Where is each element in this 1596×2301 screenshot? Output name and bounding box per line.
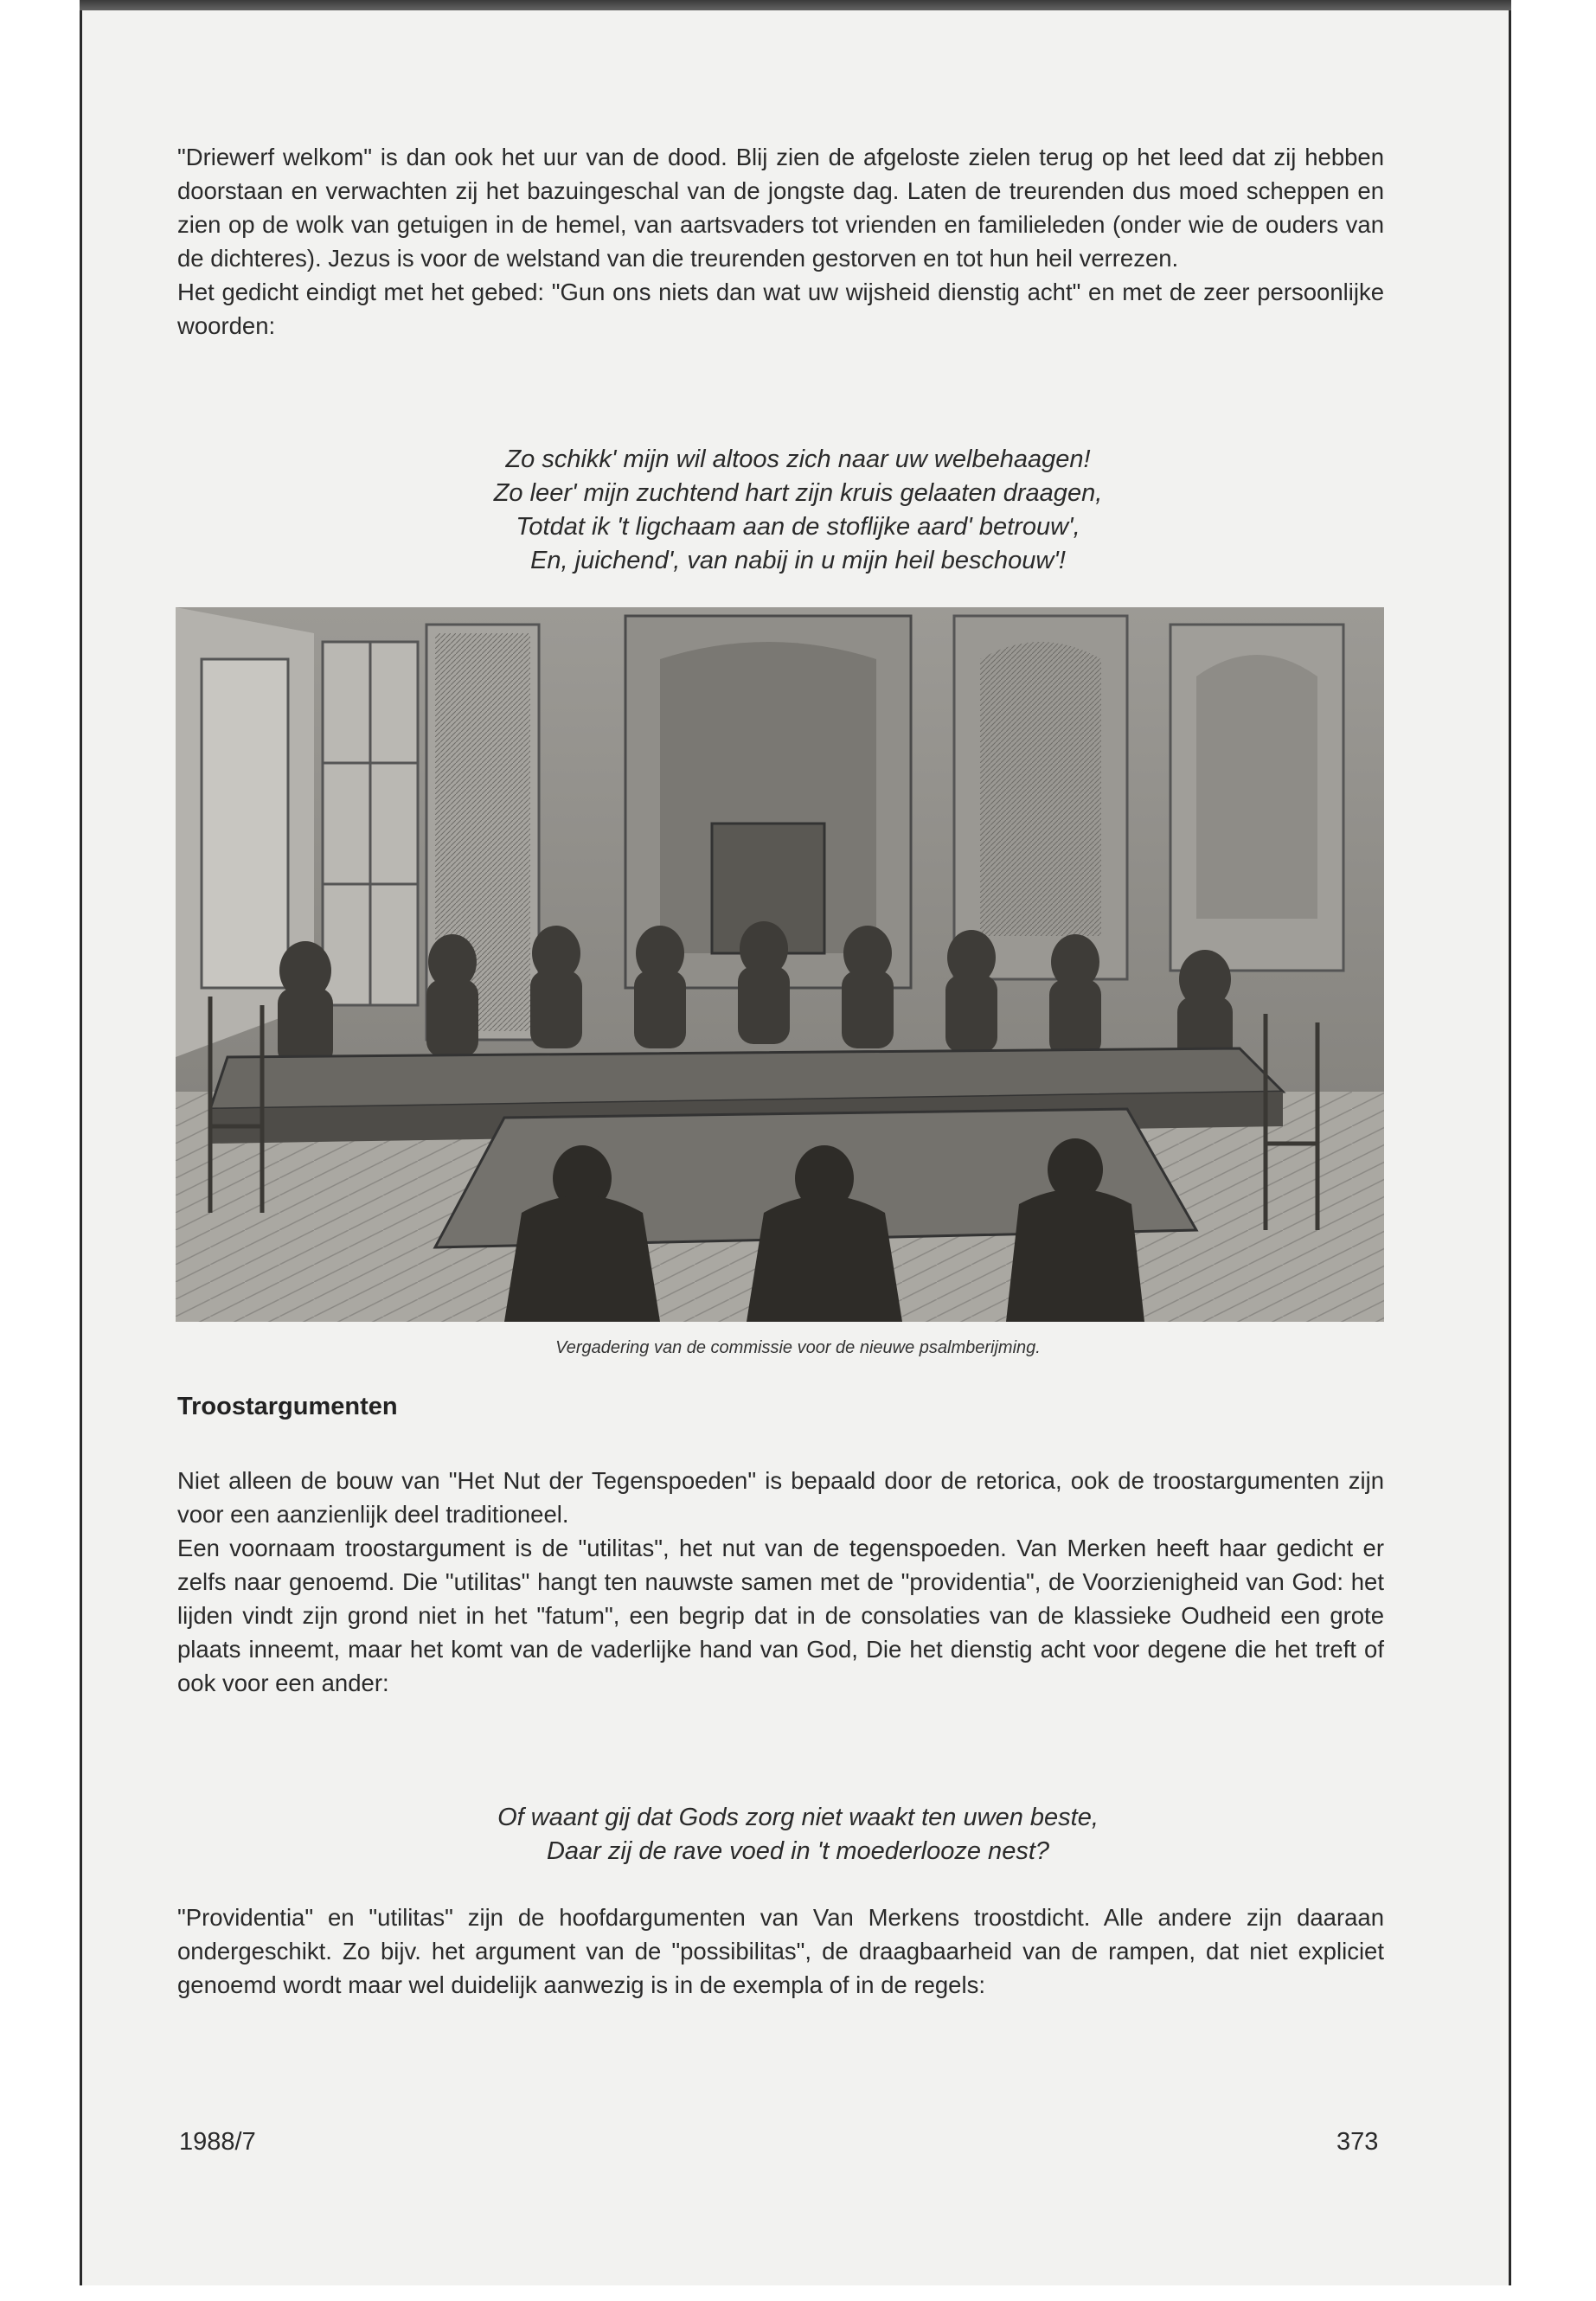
body-text-top [177, 140, 1384, 343]
poem-line: En, juichend', van nabij in u mijn heil beschouw'! [530, 547, 1066, 574]
paragraph-gebed: Het gedicht eindigt met het gebed: "Gun ons niets dan wat uw wijsheid dienstig acht" en met de zeer persoonlijke woorden: [177, 279, 1384, 339]
page-number: 373 [1336, 2128, 1379, 2156]
section-heading: Troostargumenten [177, 1393, 398, 1420]
poem-line: Of waant gij dat Gods zorg niet waakt ten uwen beste, [497, 1804, 1099, 1831]
engraving-illustration [176, 607, 1384, 1322]
poem-line: Zo leer' mijn zuchtend hart zijn kruis gelaaten draagen, [493, 479, 1103, 507]
poem-line: Totdat ik 't ligchaam aan de stoflijke aard' betrouw', [516, 513, 1080, 541]
paragraph-retorica: Niet alleen de bouw van "Het Nut der Tegenspoeden" is bepaald door de retorica, ook de troostargumenten zijn voor een aanzienlijk deel traditioneel. [177, 1467, 1384, 1528]
body-text-bottom [177, 1900, 1384, 2002]
body-text-middle [177, 1464, 1384, 1700]
paragraph-driewerf: "Driewerf welkom" is dan ook het uur van de dood. Blij zien de afgeloste zielen terug op het leed dat zij hebben doorstaan en verwachten zij het bazuingeschal van de jongste dag. Laten de treurenden dus moed scheppen en zien op de wolk van getuigen in de hemel, van aartsvaders tot vrienden en familieleden (onder wie de ouders van de dichteres). Jezus is voor de welstand van die treurenden gestorven en tot hun heil verrezen. [177, 144, 1384, 272]
figure-caption: Vergadering van de commissie voor de nieuwe psalmberijming. [555, 1338, 1041, 1357]
book-page [80, 10, 1511, 2285]
meeting-room-engraving [176, 607, 1384, 1322]
paragraph-providentia: "Providentia" en "utilitas" zijn de hoofdargumenten van Van Merkens troostdicht. Alle andere zijn daaraan ondergeschikt. Zo bijv. het argument van de "possibilitas", de draagbaarheid van de rampen, dat niet expliciet genoemd wordt maar wel duidelijk aanwezig is in de exempla of in de regels: [177, 1904, 1384, 1998]
poem-line: Zo schikk' mijn wil altoos zich naar uw welbehaagen! [505, 445, 1091, 473]
poem-quote-2 [82, 1801, 1514, 1868]
poem-line: Daar zij de rave voed in 't moederlooze nest? [546, 1837, 1050, 1865]
issue-number: 1988/7 [179, 2128, 256, 2156]
paragraph-utilitas: Een voornaam troostargument is de "utilitas", het nut van de tegenspoeden. Van Merken heeft haar gedicht er zelfs naar genoemd. Die "utilitas" hangt ten nauwste samen met de "providentia", de Voorzienigheid van God: het lijden vindt zijn grond niet in het "fatum", een begrip dat in de consolaties van de klassieke Oudheid een grote plaats inneemt, maar het komt van de vaderlijke hand van God, Die het dienstig acht voor degene die het treft of ook voor een ander: [177, 1535, 1384, 1696]
poem-quote-1 [82, 443, 1514, 578]
